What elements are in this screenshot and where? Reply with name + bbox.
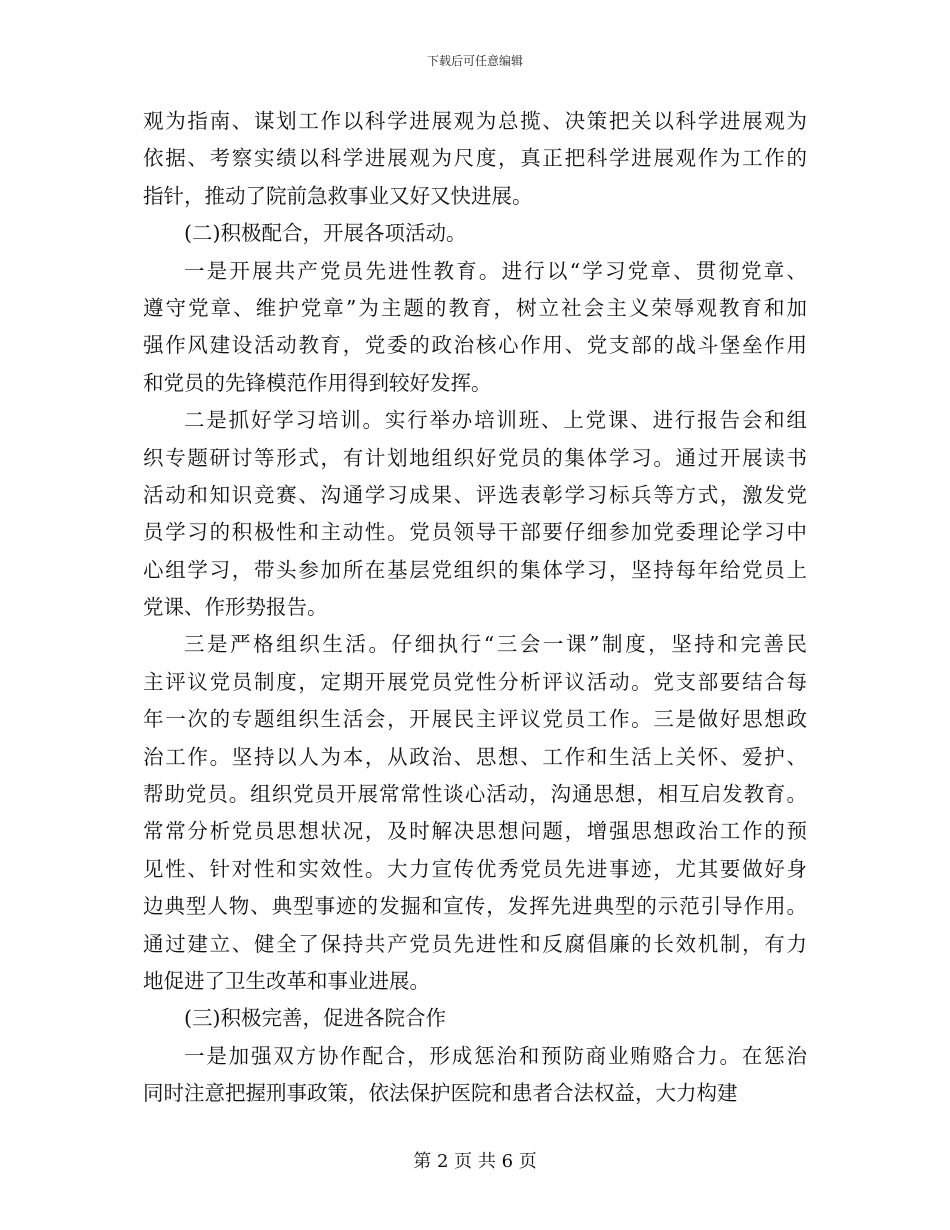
text-line: 边典型人物、典型事迹的发掘和宣传，发挥先进典型的示范引导作用。 xyxy=(143,894,807,919)
text-line: 主评议党员制度，定期开展党员党性分析评议活动。党支部要结合每 xyxy=(143,669,807,694)
page-footer: 第 2 页 共 6 页 xyxy=(413,1151,537,1172)
text-line: 三是严格组织生活。仔细执行“三会一课”制度，坚持和完善民 xyxy=(184,632,807,657)
text-line: 一是开展共产党员先进性教育。进行以“学习党章、贯彻党章、 xyxy=(184,258,807,283)
text-line: 依据、考察实绩以科学进展观为尺度，真正把科学进展观作为工作的 xyxy=(143,146,807,171)
text-line: 通过建立、健全了保持共产党员先进性和反腐倡廉的长效机制，有力 xyxy=(143,931,807,956)
text-line: 一是加强双方协作配合，形成惩治和预防商业贿赂合力。在惩治 xyxy=(184,1043,807,1068)
text-line: 二是抓好学习培训。实行举办培训班、上党课、进行报告会和组 xyxy=(184,408,807,433)
text-line: (二)积极配合，开展各项活动。 xyxy=(184,221,467,246)
text-line: 员学习的积极性和主动性。党员领导干部要仔细参加党委理论学习中 xyxy=(143,520,807,545)
text-line: 心组学习，带头参加所在基层党组织的集体学习，坚持每年给党员上 xyxy=(143,557,807,582)
text-line: 治工作。坚持以人为本，从政治、思想、工作和生活上关怀、爱护、 xyxy=(143,744,807,769)
text-line: 常常分析党员思想状况，及时解决思想问题，增强思想政治工作的预 xyxy=(143,819,807,844)
text-line: (三)积极完善，促进各院合作 xyxy=(184,1006,446,1031)
document-body xyxy=(143,103,807,1113)
text-line: 同时注意把握刑事政策，依法保护医院和患者合法权益，大力构建 xyxy=(143,1081,738,1106)
text-line: 指针，推动了院前急救事业又好又快进展。 xyxy=(143,183,533,208)
text-line: 和党员的先锋模范作用得到较好发挥。 xyxy=(143,370,492,395)
text-line: 党课、作形势报告。 xyxy=(143,595,328,620)
text-line: 帮助党员。组织党员开展常常性谈心活动，沟通思想，相互启发教育。 xyxy=(143,782,807,807)
text-line: 年一次的专题组织生活会，开展民主评议党员工作。三是做好思想政 xyxy=(143,707,807,732)
text-line: 强作风建设活动教育，党委的政治核心作用、党支部的战斗堡垒作用 xyxy=(143,333,807,358)
text-line: 活动和知识竞赛、沟通学习成果、评选表彰学习标兵等方式，激发党 xyxy=(143,482,807,507)
text-line: 见性、针对性和实效性。大力宣传优秀党员先进事迹，尤其要做好身 xyxy=(143,856,807,881)
text-line: 遵守党章、维护党章”为主题的教育，树立社会主义荣辱观教育和加 xyxy=(143,295,807,320)
text-line: 织专题研讨等形式，有计划地组织好党员的集体学习。通过开展读书 xyxy=(143,445,807,470)
text-line: 地促进了卫生改革和事业进展。 xyxy=(143,968,430,993)
text-line: 观为指南、谋划工作以科学进展观为总揽、决策把关以科学进展观为 xyxy=(143,109,807,133)
page-header: 下载后可任意编辑 xyxy=(426,54,523,68)
